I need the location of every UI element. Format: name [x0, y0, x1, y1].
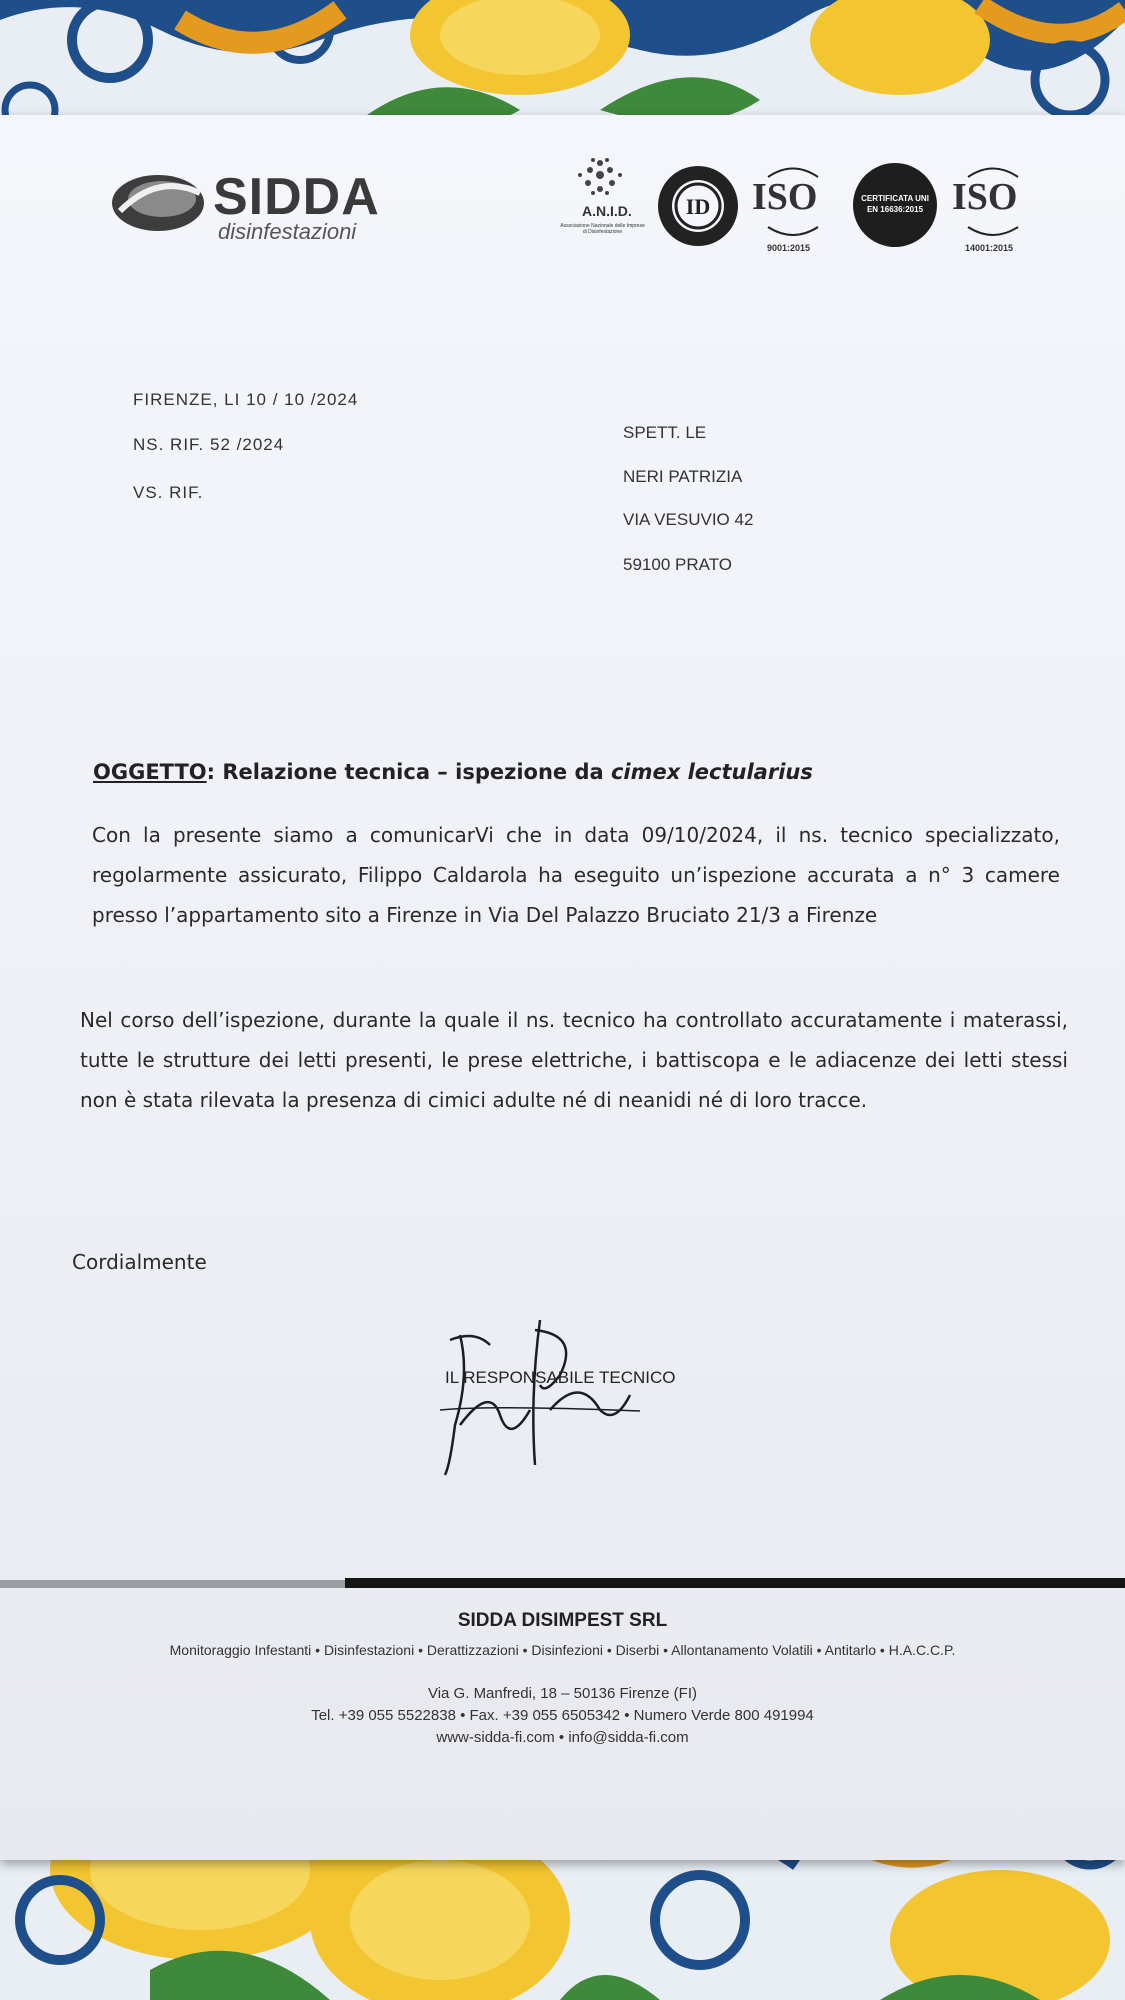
iso-9001-caption: 9001:2015	[767, 243, 811, 253]
signature-title: IL RESPONSABILE TECNICO	[445, 1368, 676, 1387]
logo-name: SIDDA	[213, 168, 380, 226]
footer-contacts: Tel. +39 055 5522838 • Fax. +39 055 6505342 • Numero Verde 800 491994	[311, 1707, 814, 1724]
recipient-street: VIA VESUVIO 42	[623, 510, 754, 529]
footer-web: www-sidda-fi.com • info@sidda-fi.com	[436, 1729, 689, 1746]
anid-label: A.N.I.D.	[582, 203, 632, 219]
your-reference: VS. RIF.	[133, 483, 204, 502]
certification-badges	[560, 145, 1040, 260]
recipient-salutation: SPETT. LE	[623, 423, 707, 442]
letter-subject	[93, 760, 813, 784]
footer-company: SIDDA DISIMPEST SRL	[457, 1610, 668, 1631]
body-paragraph-2: Nel corso dell’ispezione, durante la quale il ns. tecnico ha controllato accuratamente i materassi, tutte le strutture dei letti presenti, le prese elettriche, i battiscopa e le adiacenze dei letti stessi non è stata rilevata la presenza di cimici adulte né di neanidi né di loro tracce.	[80, 1008, 1068, 1112]
recipient-name: NERI PATRIZIA	[623, 467, 743, 486]
body-paragraph-1: Con la presente siamo a comunicarVi che in data 09/10/2024, il ns. tecnico specializzato, regolarmente assicurato, Filippo Caldarola ha eseguito un’ispezione accurata a n° 3 camere presso l’appartamento sito a Firenze in Via Del Palazzo Bruciato 21/3 a Firenze	[92, 823, 1060, 927]
footer-services: Monitoraggio Infestanti • Disinfestazioni • Derattizzazioni • Disinfezioni • Diserbi • Allontanamento Volatili • Antitarlo • H.A.C.C.P.	[169, 1642, 956, 1658]
place-date: FIRENZE, LI 10 / 10 /2024	[133, 390, 359, 409]
sidda-logo-icon	[108, 163, 208, 243]
our-reference: NS. RIF. 52 /2024	[133, 435, 285, 454]
footer-address: Via G. Manfredi, 18 – 50136 Firenze (FI)	[427, 1685, 698, 1702]
anid-badge-icon	[560, 145, 640, 255]
ida-seal-icon	[655, 163, 741, 249]
subject-label: OGGETTO	[93, 760, 207, 784]
logo-tagline: disinfestazioni	[218, 219, 357, 244]
closing: Cordialmente	[72, 1250, 207, 1274]
handwritten-signature	[430, 1315, 660, 1485]
svg-text:ID: ID	[685, 194, 711, 219]
recipient-city: 59100 PRATO	[623, 555, 732, 574]
ida-label	[360, 145, 379, 146]
footer-divider	[0, 1578, 1125, 1590]
uni-en-label: CERTIFICATA UNI EN 16636:2015	[861, 194, 929, 214]
letter-sheet	[0, 115, 1125, 1860]
iso-9001-label: ISO	[752, 176, 818, 218]
subject-text: : Relazione tecnica – ispezione da	[206, 760, 611, 784]
iso-14001-label: ISO	[952, 176, 1018, 218]
iso-14001-caption: 14001:2015	[965, 243, 1014, 253]
subject-italic: cimex lectularius	[610, 760, 813, 784]
anid-caption: Associazione Nazionale delle Imprese di Disinfestazione	[560, 223, 645, 235]
company-logo	[108, 163, 380, 244]
